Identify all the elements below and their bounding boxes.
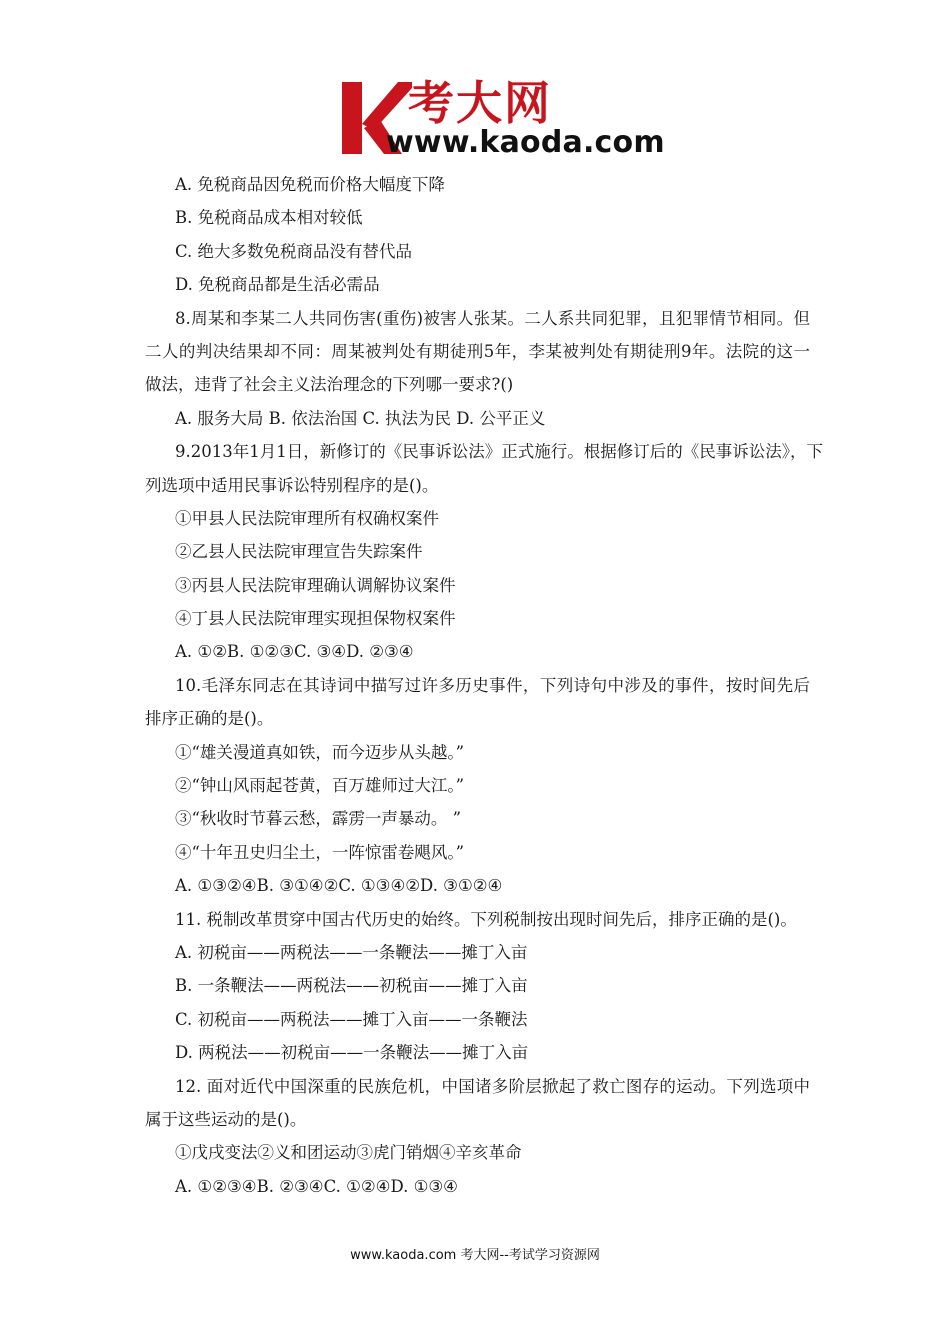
text-line: ②乙县人民法院审理宣告失踪案件: [175, 542, 423, 562]
site-logo[interactable]: [340, 78, 670, 160]
text-line: A. ①②③④B. ②③④C. ①②④D. ①③④: [175, 1176, 458, 1196]
text-line: ③“秋收时节暮云愁，霹雳一声暴动。 ”: [175, 809, 462, 829]
text-line: C. 绝大多数免税商品没有替代品: [175, 241, 413, 261]
text-line: 列选项中适用民事诉讼特别程序的是()。: [145, 475, 439, 495]
page-footer: www.kaoda.com 考大网--考试学习资源网: [350, 1248, 600, 1263]
text-line: 做法，违背了社会主义法治理念的下列哪一要求?(): [145, 375, 514, 395]
text-line: A. ①③②④B. ③①④②C. ①③④②D. ③①②④: [175, 876, 503, 896]
question-text-body: [145, 168, 823, 1203]
text-line: 8.周某和李某二人共同伤害(重伤)被害人张某。二人系共同犯罪，且犯罪情节相同。但: [175, 308, 810, 328]
text-line: ②“钟山风雨起苍黄，百万雄师过大江。”: [175, 776, 465, 796]
text-line: D. 两税法——初税亩——一条鞭法——摊丁入亩: [175, 1043, 529, 1063]
text-line: ①戊戌变法②义和团运动③虎门销烟④辛亥革命: [175, 1143, 522, 1163]
text-line: 9.2013年1月1日，新修订的《民事诉讼法》正式施行。根据修订后的《民事诉讼法》，下: [175, 442, 823, 462]
text-line: ③丙县人民法院审理确认调解协议案件: [175, 575, 456, 595]
text-line: 12. 面对近代中国深重的民族危机，中国诸多阶层掀起了救亡图存的运动。下列选项中: [175, 1076, 810, 1096]
text-line: B. 免税商品成本相对较低: [175, 208, 363, 228]
text-line: A. 免税商品因免税而价格大幅度下降: [175, 175, 445, 194]
text-line: D. 免税商品都是生活必需品: [175, 275, 380, 295]
text-line: 11. 税制改革贯穿中国古代历史的始终。下列税制按出现时间先后，排序正确的是()。: [175, 909, 797, 929]
text-line: A. 初税亩——两税法——一条鞭法——摊丁入亩: [175, 942, 528, 962]
text-line: 10.毛泽东同志在其诗词中描写过许多历史事件，下列诗句中涉及的事件，按时间先后: [175, 675, 810, 695]
text-line: A. ①②B. ①②③C. ③④D. ②③④: [175, 642, 414, 662]
text-line: ④“十年丑史归尘土，一阵惊雷卷飓风。”: [175, 842, 465, 862]
text-line: B. 一条鞭法——两税法——初税亩——摊丁入亩: [175, 976, 528, 996]
logo-chinese-name: 考大网: [408, 76, 552, 130]
text-line: ④丁县人民法院审理实现担保物权案件: [175, 609, 456, 629]
text-line: ①“雄关漫道真如铁，而今迈步从头越。”: [175, 742, 465, 762]
logo-url-text: www.kaoda.com: [386, 125, 665, 160]
text-line: A. 服务大局 B. 依法治国 C. 执法为民 D. 公平正义: [175, 408, 546, 428]
text-line: 属于这些运动的是()。: [145, 1109, 307, 1129]
text-line: C. 初税亩——两税法——摊丁入亩——一条鞭法: [175, 1009, 528, 1029]
text-line: 二人的判决结果却不同：周某被判处有期徒刑5年，李某被判处有期徒刑9年。法院的这一: [145, 341, 810, 361]
text-line: 排序正确的是()。: [145, 709, 274, 729]
text-line: ①甲县人民法院审理所有权确权案件: [175, 508, 439, 528]
